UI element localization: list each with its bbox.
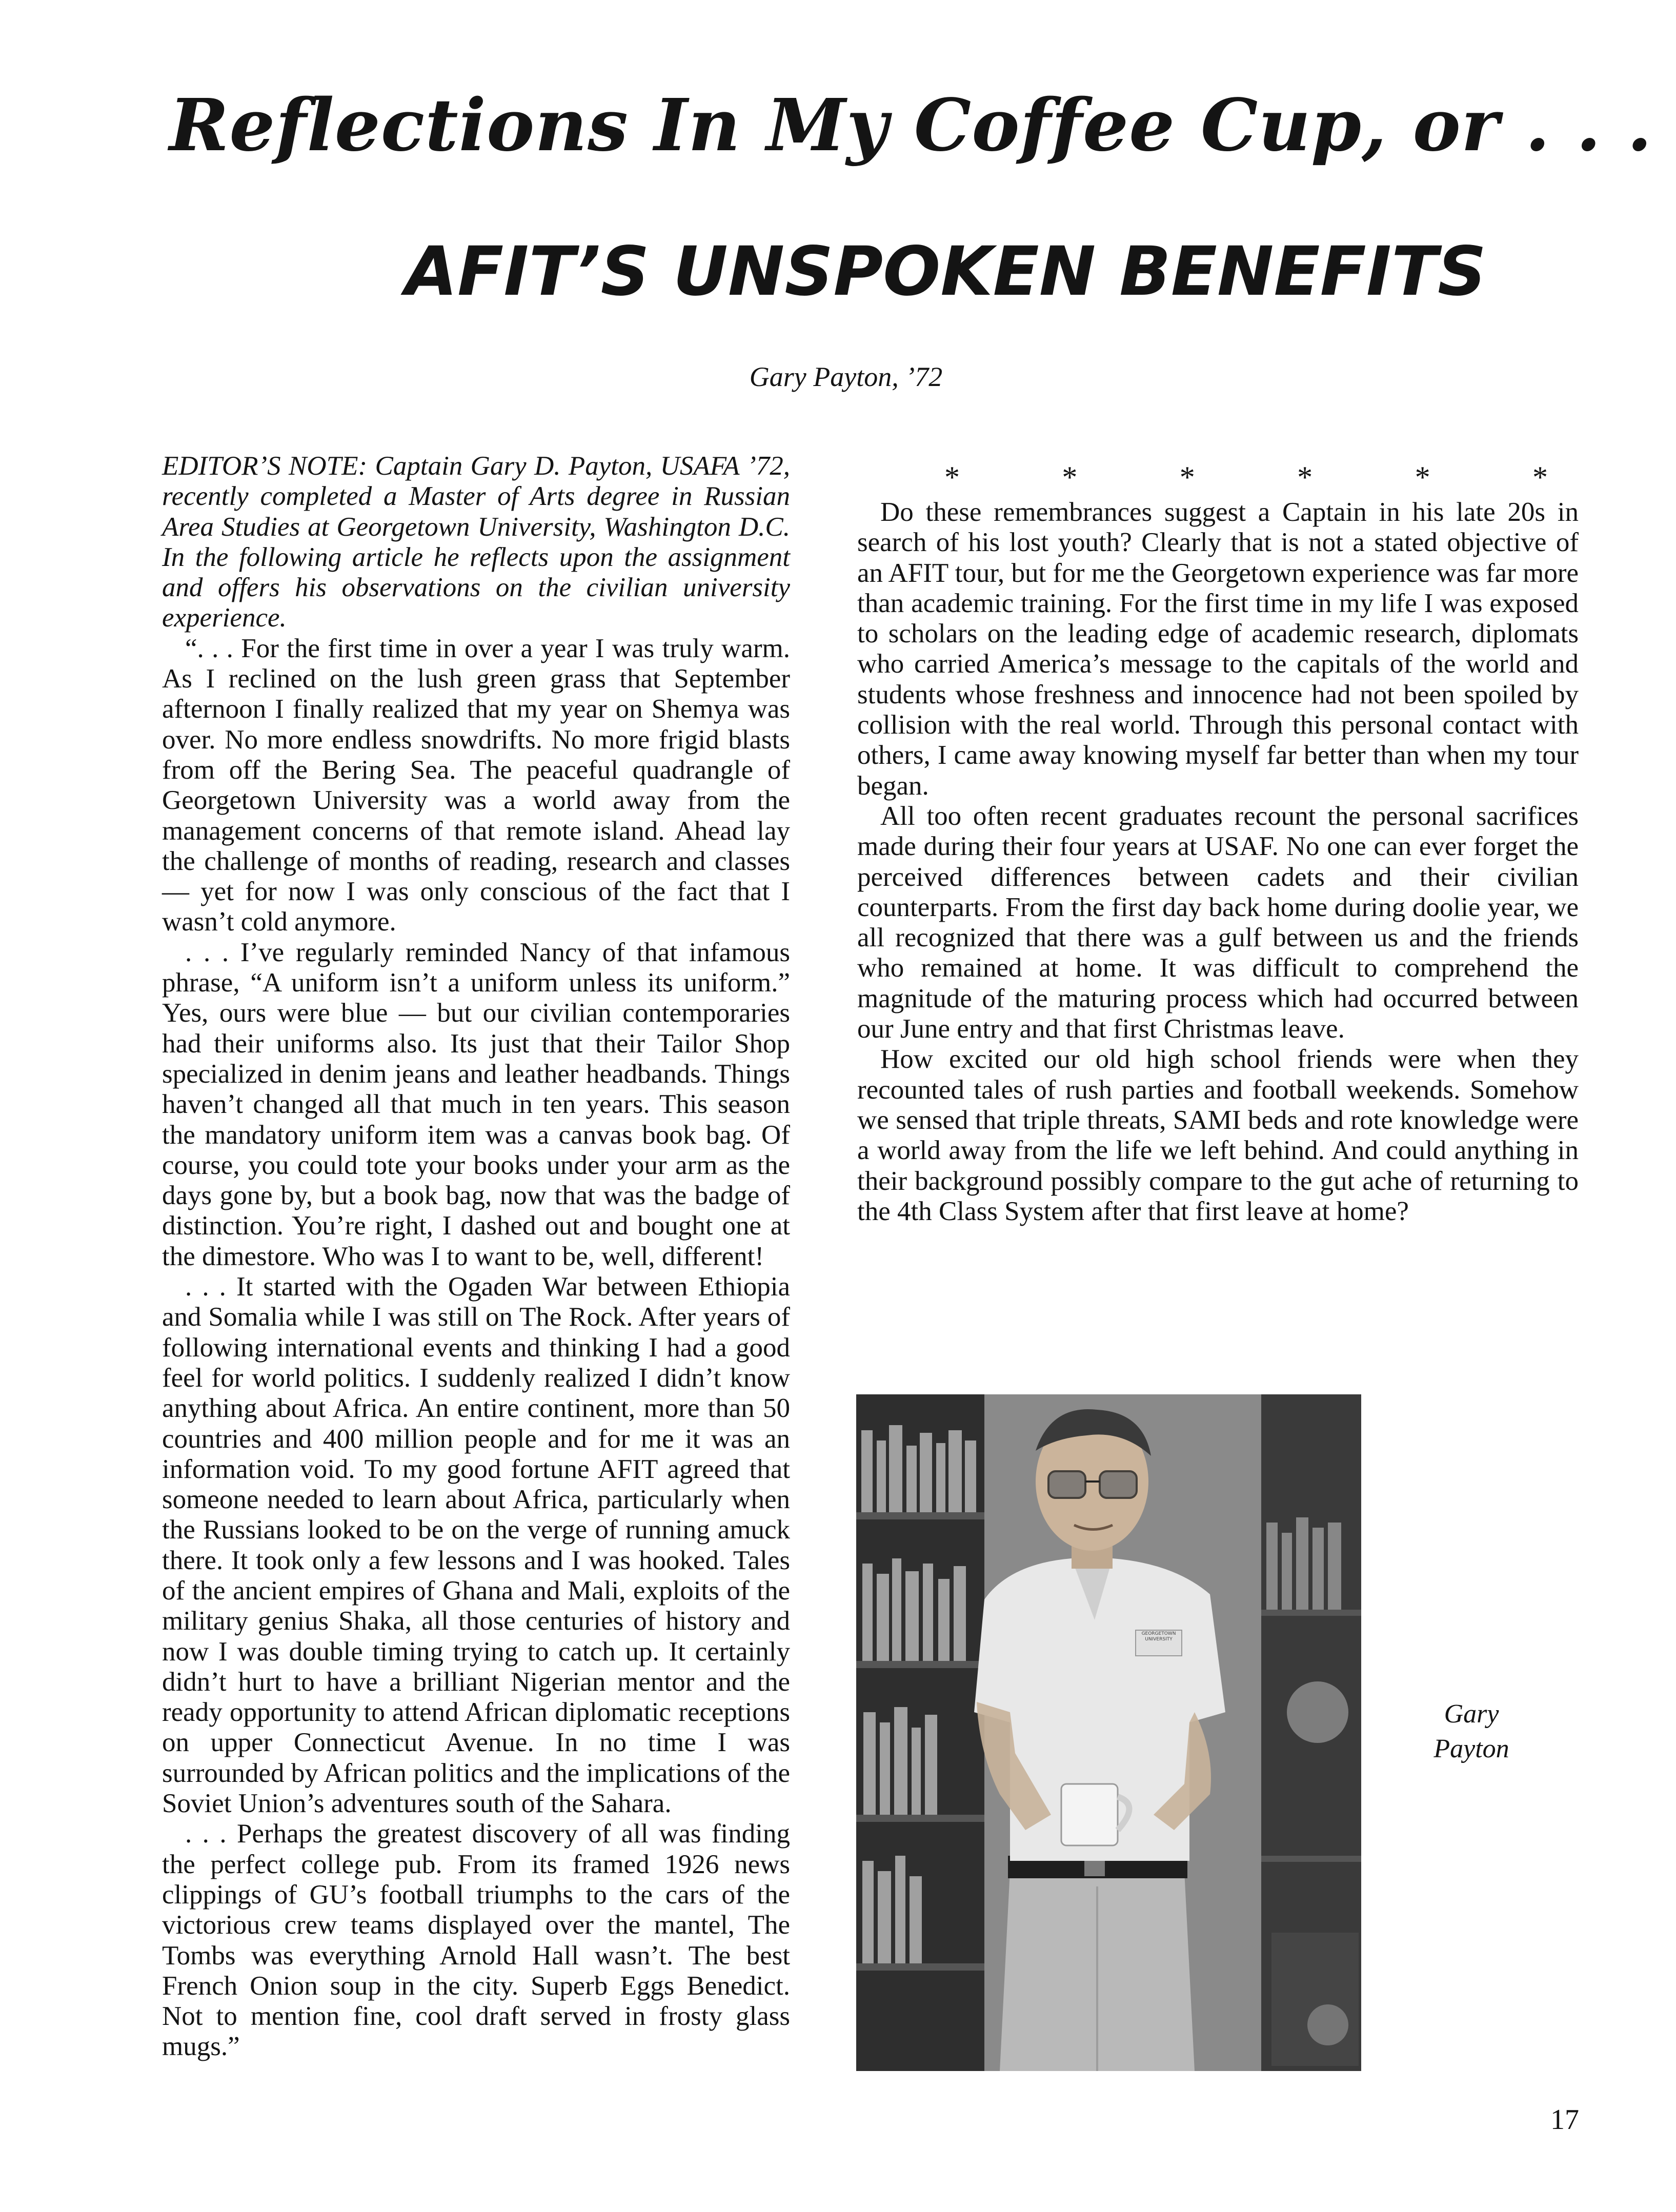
paragraph: “. . . For the first time in over a year I was truly warm. As I reclined on the lush green grass that September afternoon I finally realized that my year on Shemya was over. No more endless snowdrifts. No more frigid blasts from off the Bering Sea. The peaceful quadrangle of Georgetown University was a world away from the management concerns of that remote island. Ahead lay the challenge of months of reading, research and classes — yet for now I was only conscious of the fact that I wasn’t cold anymore. — [162, 633, 790, 937]
separator-star: * — [1297, 460, 1313, 494]
caption-line: Gary — [1444, 1699, 1499, 1729]
caption-line: Payton — [1433, 1734, 1509, 1763]
section-separator — [857, 460, 1579, 494]
paragraph: . . . It started with the Ogaden War between Ethiopia and Somalia while I was still on The Rock. After years of following international events and thinking I had a good feel for world politics. I suddenly realized I didn’t know anything about Africa. An entire continent, more than 50 countries and 400 million people and for me it was an information void. To my good fortune AFIT agreed that someone needed to learn about Africa, particularly when the Russians looked to be on the verge of running amuck there. It took only a few lessons and I was hooked. Tales of the ancient empires of Ghana and Mali, exploits of the military genius Shaka, all those centuries of history and now I was double timing trying to catch up. It certainly didn’t hurt to have a brilliant Nigerian mentor and the ready opportunity to attend African diplomatic receptions on upper Connecticut Avenue. In no time I was surrounded by African politics and the implications of the Soviet Union’s adventures south of the Sahara. — [162, 1272, 790, 1819]
separator-star: * — [1415, 460, 1430, 494]
left-column — [162, 451, 790, 2062]
separator-star: * — [1062, 460, 1078, 494]
separator-star: * — [1179, 460, 1195, 494]
separator-star: * — [1532, 460, 1548, 494]
paragraph: All too often recent graduates recount the personal sacrifices made during their four years at USAF. No one can ever forget the perceived differences between cadets and their civilian counterparts. From the first day back home during doolie year, we all recognized that there was a gulf between us and the friends who remained at home. It was difficult to comprehend the magnitude of the maturing process which had occurred between our June entry and that first Christmas leave. — [857, 801, 1579, 1044]
headline: Reflections In My Coffee Cup, or . . . — [169, 84, 1653, 168]
editors-note: EDITOR’S NOTE: Captain Gary D. Payton, USAFA ’72, recently completed a Master of Arts degree in Russian Area Studies at Georgetown University, Washington D.C. In the following article he reflects upon the assignment and offers his observations on the civilian university experience. — [162, 451, 790, 633]
author-photo — [856, 1394, 1361, 2071]
paragraph: Do these remembrances suggest a Captain in his late 20s in search of his lost youth? Clearly that is not a stated objective of an AFIT tour, but for me the Georgetown experience was far more than academic training. For the first time in my life I was exposed to scholars on the leading edge of academic research, diplomats who carried America’s message to the capitals of the world and students whose freshness and innocence had not been spoiled by collision with the real world. Through this personal contact with others, I came away knowing myself far better than when my tour began. — [857, 497, 1579, 801]
paragraph: . . . Perhaps the greatest discovery of all was finding the perfect college pub. From its framed 1926 news clippings of GU’s football triumphs to the cars of the victorious crew teams displayed over the mantel, The Tombs was everything Arnold Hall wasn’t. The best French Onion soup in the city. Superb Eggs Benedict. Not to mention fine, cool draft served in frosty glass mugs.” — [162, 1819, 790, 2062]
shirt-logo-text: GEORGETOWN UNIVERSITY — [1141, 1631, 1176, 1642]
paragraph: . . . I’ve regularly reminded Nancy of that infamous phrase, “A uniform isn’t a uniform unless its uniform.” Yes, ours were blue — but our civilian contemporaries had their uniforms also. Its just that their Tailor Shop specialized in denim jeans and leather headbands. Things haven’t changed all that much in ten years. This season the mandatory uniform item was a canvas book bag. Of course, you could tote your books under your arm as the days gone by, but a book bag, now that was the badge of distinction. You’re right, I dashed out and bought one at the dimestore. Who was I to want to be, well, different! — [162, 937, 790, 1271]
separator-star: * — [944, 460, 960, 494]
paragraph: How excited our old high school friends were when they recounted tales of rush parties and football weekends. Somehow we sensed that triple threats, SAMI beds and rote knowledge were a world away from the life we left behind. And could anything in their background possibly compare to the gut ache of returning to the 4th Class System after that first leave at home? — [857, 1044, 1579, 1226]
right-column — [857, 460, 1579, 1227]
byline: Gary Payton, ’72 — [749, 361, 943, 392]
photo-caption — [1395, 1697, 1548, 1767]
subheadline: AFIT’S UNSPOKEN BENEFITS — [405, 232, 1487, 311]
page-number: 17 — [1550, 2104, 1579, 2136]
